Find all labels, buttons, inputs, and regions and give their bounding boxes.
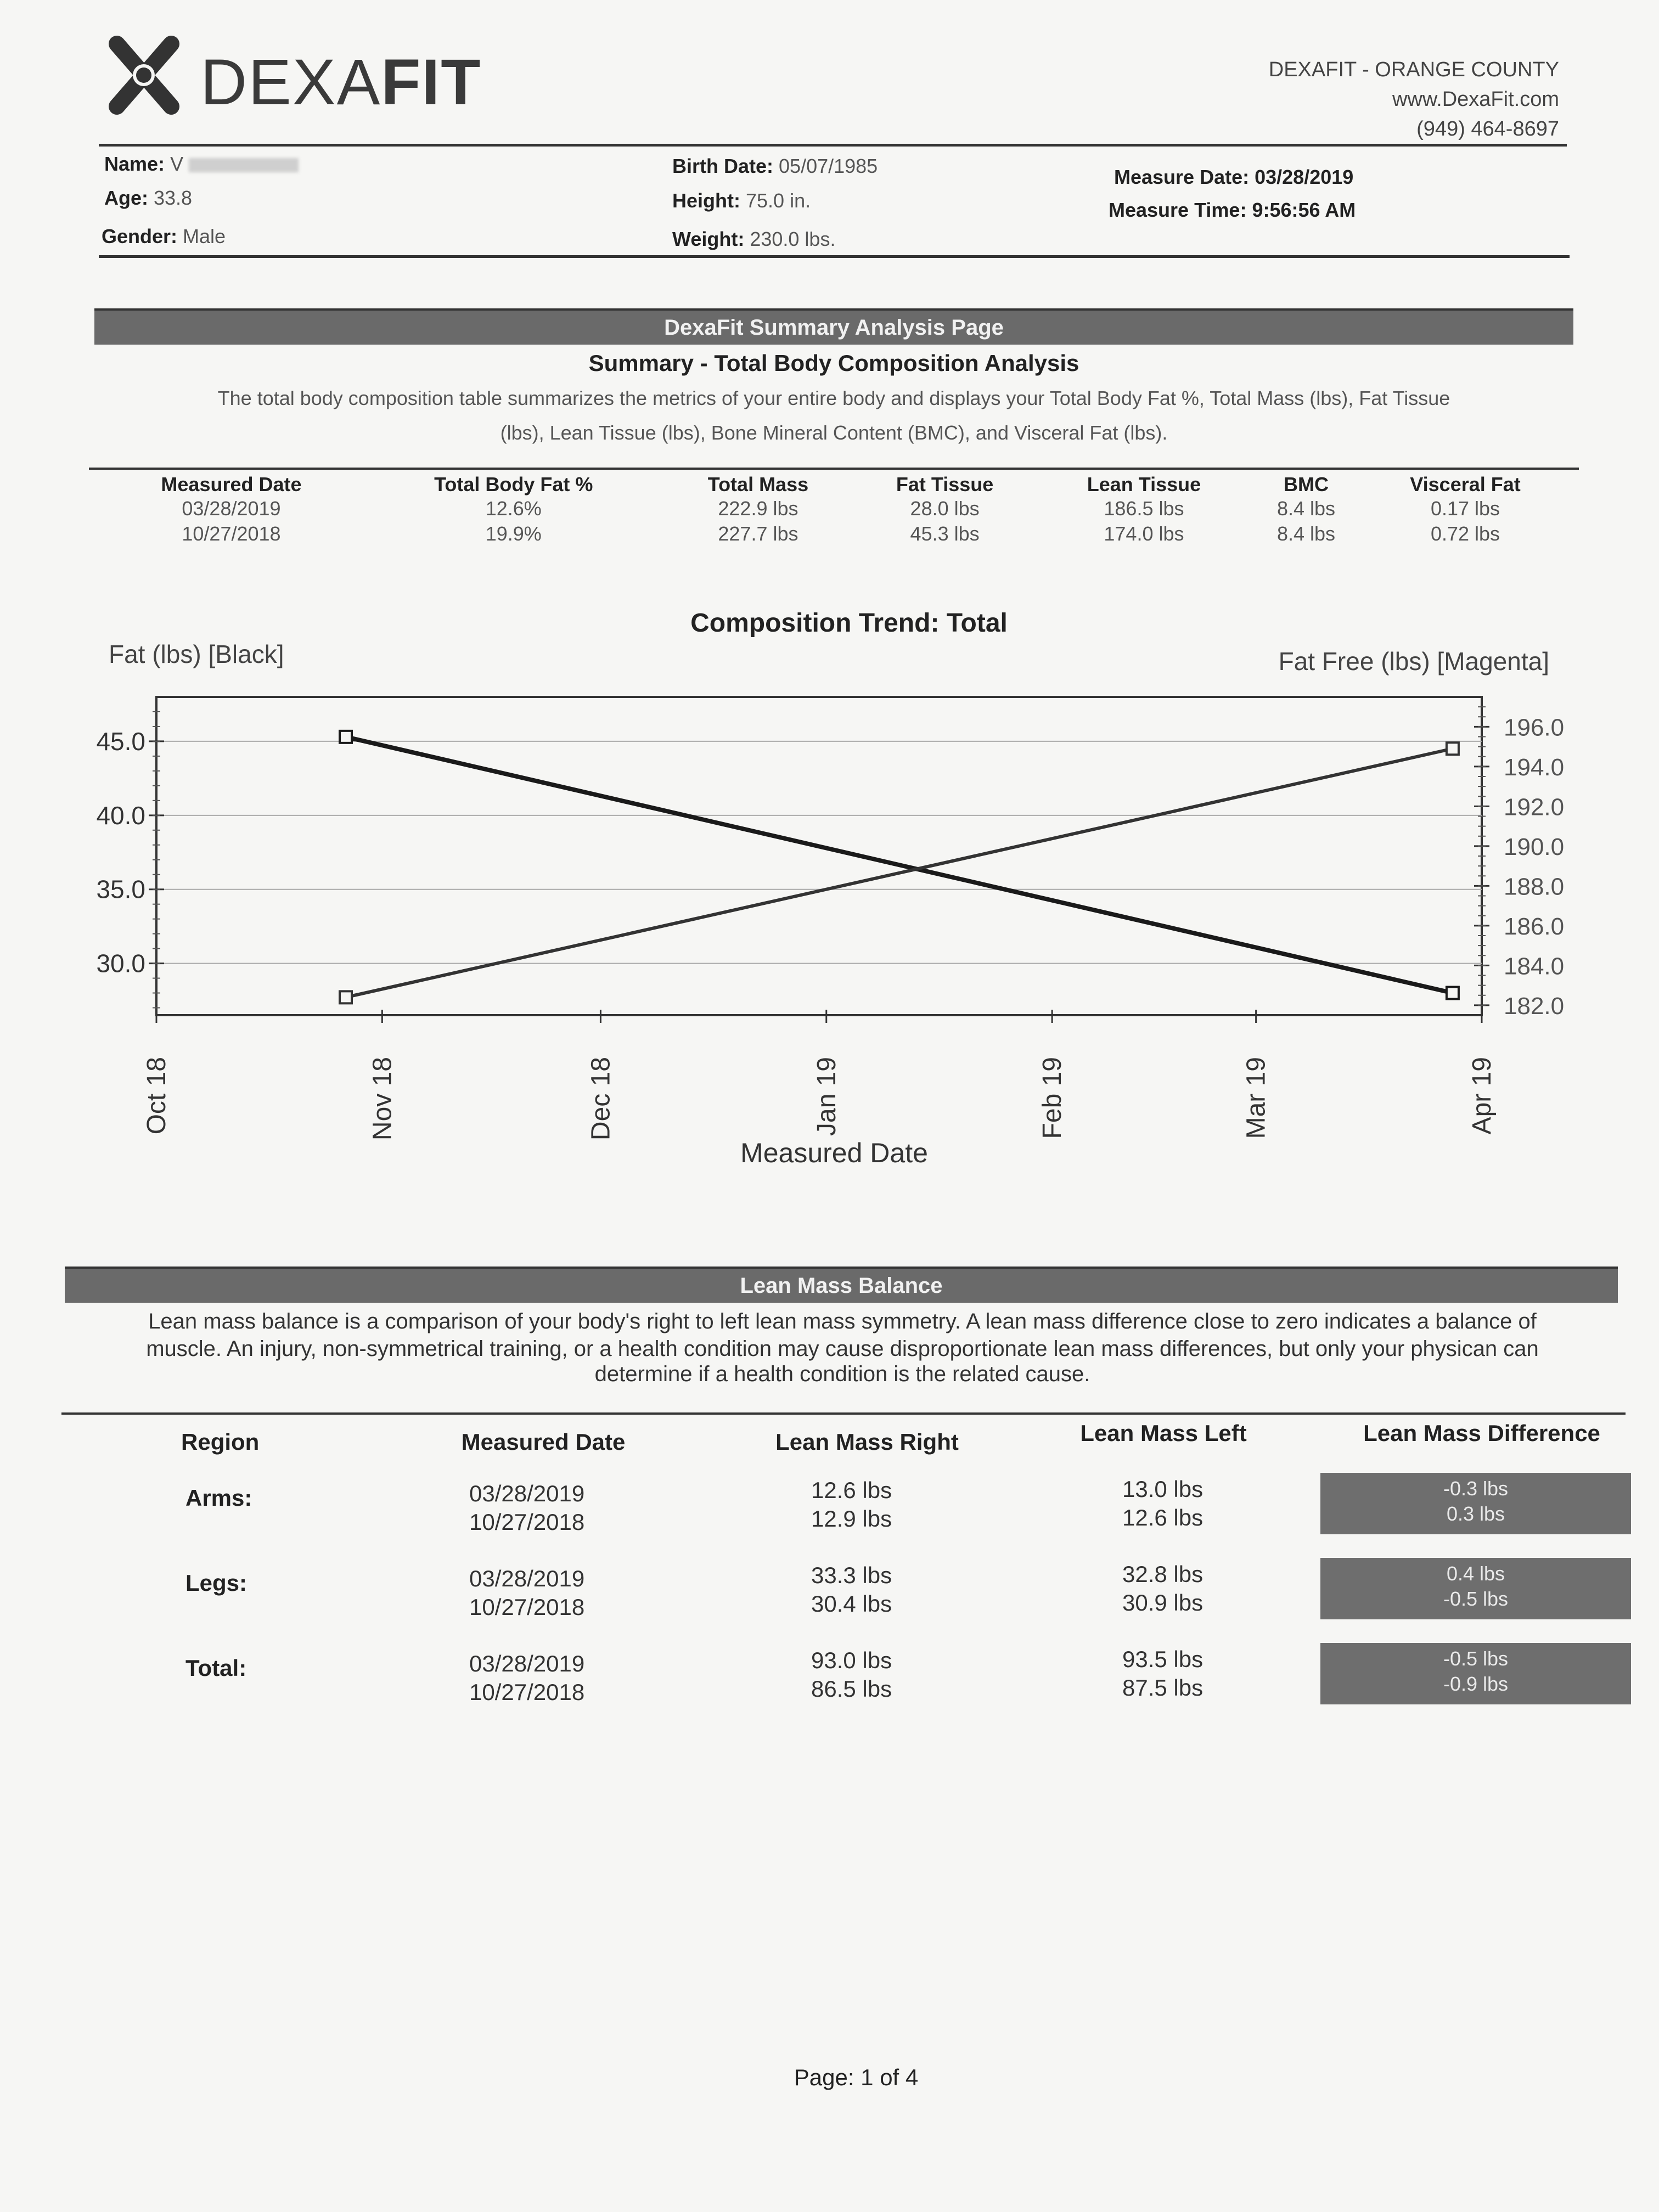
fat-free-data-point [340,991,352,1003]
lean-mass-difference-value: 0.4 lbs [1446,1562,1505,1585]
measure-time: Measure Time: 9:56:56 AM [1109,199,1356,221]
lean-mass-difference-value: -0.9 lbs [1443,1673,1509,1695]
lean-table-rule [61,1412,1626,1415]
composition-cell: 174.0 lbs [1104,522,1184,545]
left-axis-tick-label: 40.0 [96,801,145,830]
patient-height: Height: 75.0 in. [672,189,811,212]
composition-col-header: Total Body Fat % [434,473,593,496]
composition-cell: 8.4 lbs [1276,497,1336,520]
x-axis-tick-label: Feb 19 [1038,1056,1067,1139]
right-axis-tick-label: 188.0 [1504,873,1565,900]
lean-col-header: Measured Date [461,1429,626,1455]
composition-cell: 0.72 lbs [1430,522,1500,545]
lean-mass-right-value: 86.5 lbs [811,1676,892,1702]
fat-series-line [346,737,1453,993]
lean-col-header: Region [181,1429,260,1455]
fat-data-point [340,731,352,743]
right-axis-tick-label: 186.0 [1504,913,1565,940]
lean-measured-date: 10/27/2018 [469,1594,585,1620]
left-axis-tick-label: 45.0 [96,727,145,756]
fat-data-point [1447,987,1459,999]
chart-x-axis-label: Measured Date [740,1138,928,1168]
lean-measured-date: 03/28/2019 [469,1566,585,1591]
lean-difference-box [1320,1473,1631,1534]
composition-col-header: Visceral Fat [1410,473,1521,496]
lean-measured-date: 03/28/2019 [469,1651,585,1676]
lean-mass-left-value: 13.0 lbs [1122,1476,1204,1502]
lean-desc-line3: determine if a health condition is the related cause. [594,1362,1090,1386]
right-axis-tick-label: 190.0 [1504,833,1565,860]
lean-difference-box [1320,1558,1631,1619]
logo-text-light: DEXA [200,46,381,119]
clinic-website: www.DexaFit.com [1392,88,1559,111]
chart-right-axis-label: Fat Free (lbs) [Magenta] [1278,647,1549,676]
lean-mass-right-value: 12.9 lbs [811,1506,892,1532]
x-axis-tick-label: Dec 18 [586,1057,616,1141]
composition-cell: 0.17 lbs [1430,497,1500,520]
lean-region-label: Total: [185,1655,247,1681]
x-axis-tick-label: Jan 19 [812,1057,841,1136]
measure-date: Measure Date: 03/28/2019 [1114,166,1354,188]
lean-mass-right-value: 33.3 lbs [811,1562,892,1588]
lean-mass-difference-value: 0.3 lbs [1446,1502,1505,1525]
composition-col-header: Fat Tissue [896,473,994,496]
chart-left-axis-label: Fat (lbs) [Black] [109,640,284,668]
right-axis-tick-label: 192.0 [1504,793,1565,821]
patient-birth-date: Birth Date: 05/07/1985 [672,155,878,177]
lean-col-header: Lean Mass Left [1080,1420,1247,1446]
lean-mass-right-value: 30.4 lbs [811,1591,892,1617]
patient-age: Age: 33.8 [104,187,193,209]
lean-mass-difference-value: -0.5 lbs [1443,1647,1509,1670]
x-axis-tick-label: Mar 19 [1241,1057,1271,1139]
lean-mass-bar [65,1267,1618,1303]
composition-cell: 19.9% [485,522,542,545]
chart-title: Composition Trend: Total [690,609,1008,638]
lean-mass-left-value: 87.5 lbs [1122,1675,1204,1701]
patient-gender: Gender: Male [102,225,226,247]
left-axis-tick-label: 35.0 [96,875,145,904]
lean-desc-line1: Lean mass balance is a comparison of your body's right to left lean mass symmetry. A lean mass difference close to zero indicates a balance of [148,1309,1537,1333]
right-axis-tick-label: 194.0 [1504,753,1565,781]
left-axis-tick-label: 30.0 [96,949,145,978]
x-axis-tick-label: Apr 19 [1467,1057,1497,1135]
composition-cell: 8.4 lbs [1276,522,1336,545]
lean-measured-date: 03/28/2019 [469,1481,585,1506]
lean-mass-left-value: 32.8 lbs [1122,1561,1204,1587]
lean-mass-left-value: 12.6 lbs [1122,1505,1204,1530]
lean-mass-difference-value: -0.3 lbs [1443,1477,1509,1500]
page-number: Page: 1 of 4 [794,2064,919,2090]
x-axis-tick-label: Nov 18 [368,1057,397,1141]
logo-text-bold: FIT [381,46,482,119]
lean-region-label: Legs: [185,1570,248,1596]
fat-free-data-point [1447,742,1459,755]
lean-mass-right-value: 12.6 lbs [811,1477,892,1503]
summary-desc-line1: The total body composition table summarizes the metrics of your entire body and displays your Total Body Fat %, Total Mass (lbs), Fat Tissue [217,387,1450,409]
right-axis-tick-label: 184.0 [1504,953,1565,980]
lean-mass-bar-title: Lean Mass Balance [740,1274,943,1298]
composition-col-header: Measured Date [161,473,302,496]
composition-cell: 03/28/2019 [182,497,281,520]
lean-region-label: Arms: [185,1485,252,1511]
right-axis-tick-label: 196.0 [1504,714,1565,741]
summary-subtitle: Summary - Total Body Composition Analysis [588,350,1079,376]
composition-cell: 45.3 lbs [910,522,980,545]
chart-plot-frame [156,697,1482,1015]
lean-mass-right-value: 93.0 lbs [811,1647,892,1673]
lean-difference-box [1320,1643,1631,1704]
clinic-name: DEXAFIT - ORANGE COUNTY [1268,58,1559,81]
lean-mass-difference-value: -0.5 lbs [1443,1588,1509,1610]
composition-col-header: Lean Tissue [1087,473,1201,496]
lean-measured-date: 10/27/2018 [469,1679,585,1705]
composition-cell: 28.0 lbs [910,497,980,520]
lean-col-header: Lean Mass Difference [1363,1420,1600,1446]
composition-cell: 222.9 lbs [718,497,798,520]
composition-col-header: Total Mass [707,473,809,496]
patient-weight: Weight: 230.0 lbs. [672,228,836,250]
fat-free-series-line [346,748,1453,997]
lean-measured-date: 10/27/2018 [469,1509,585,1535]
composition-cell: 10/27/2018 [182,522,281,545]
lean-col-header: Lean Mass Right [775,1429,959,1455]
summary-desc-line2: (lbs), Lean Tissue (lbs), Bone Mineral Content (BMC), and Visceral Fat (lbs). [500,421,1168,444]
right-axis-tick-label: 182.0 [1504,992,1565,1020]
clinic-phone: (949) 464-8697 [1416,117,1559,140]
composition-cell: 186.5 lbs [1104,497,1184,520]
x-axis-tick-label: Oct 18 [142,1057,171,1135]
composition-cell: 12.6% [485,497,542,520]
composition-col-header: BMC [1284,473,1329,496]
summary-bar-title: DexaFit Summary Analysis Page [664,316,1004,340]
patient-name: Name: V [104,153,299,176]
composition-cell: 227.7 lbs [718,522,798,545]
lean-mass-left-value: 93.5 lbs [1122,1646,1204,1672]
lean-mass-left-value: 30.9 lbs [1122,1590,1204,1616]
lean-desc-line2: muscle. An injury, non-symmetrical training, or a health condition may cause disproportionate lean mass differences, but only your physican can [146,1337,1539,1361]
